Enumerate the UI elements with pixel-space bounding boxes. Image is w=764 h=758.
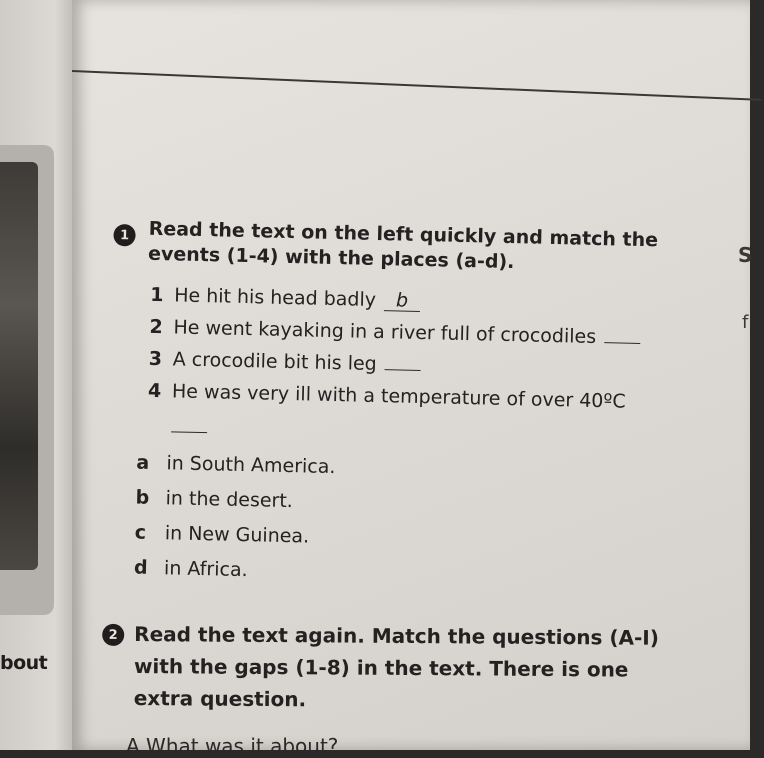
exercise-2-header [102,618,723,718]
places-list [134,446,709,599]
answer-blank[interactable] [604,342,640,344]
item-text: He went kayaking in a river full of crocodiles [173,316,597,348]
instruction-line: Read the text again. Match the questions (A-I) [134,622,660,650]
edge-letter: S [738,243,753,267]
cut-off-question: A What was it about? [126,734,339,758]
place-letter: d [133,556,148,579]
photo [0,162,38,570]
item-text: He hit his head badly [173,284,377,311]
edge-letter: f [742,312,749,333]
place-letter: a [136,451,150,474]
exercise-number-badge: 2 [102,624,124,646]
place-text: in New Guinea. [164,522,310,548]
item-text: He was very ill with a temperature of over 40ºC [171,380,626,413]
events-list [147,279,712,445]
answer-blank[interactable] [385,369,421,371]
exercise-number-badge: 1 [113,224,135,246]
place-letter: c [134,521,147,544]
instruction-line: extra question. [133,686,307,712]
answer-blank[interactable] [171,407,208,433]
item-number: 3 [148,347,163,371]
item-text: A crocodile bit his leg [172,348,378,375]
item-number: 4 [147,379,162,403]
left-page [0,0,78,750]
place-text: in the desert. [165,487,294,513]
instruction-line: with the gaps (1-8) in the text. There is one [133,654,629,682]
item-number: 1 [149,283,164,307]
exercise-2 [102,618,723,718]
answer-blank[interactable]: b [384,290,420,312]
place-letter: b [135,486,150,509]
cut-off-word: bout [0,652,48,674]
instruction-line: events (1-4) with the places (a-d). [147,242,515,274]
item-number: 2 [149,315,163,339]
exercise-2-instruction [134,618,659,718]
instruction-line: Read the text on the left quickly and match the [148,217,659,252]
place-text: in Africa. [163,557,248,582]
exercise-1-instruction [148,217,658,279]
exercise-1 [106,216,714,599]
place-text: in South America. [166,452,336,479]
